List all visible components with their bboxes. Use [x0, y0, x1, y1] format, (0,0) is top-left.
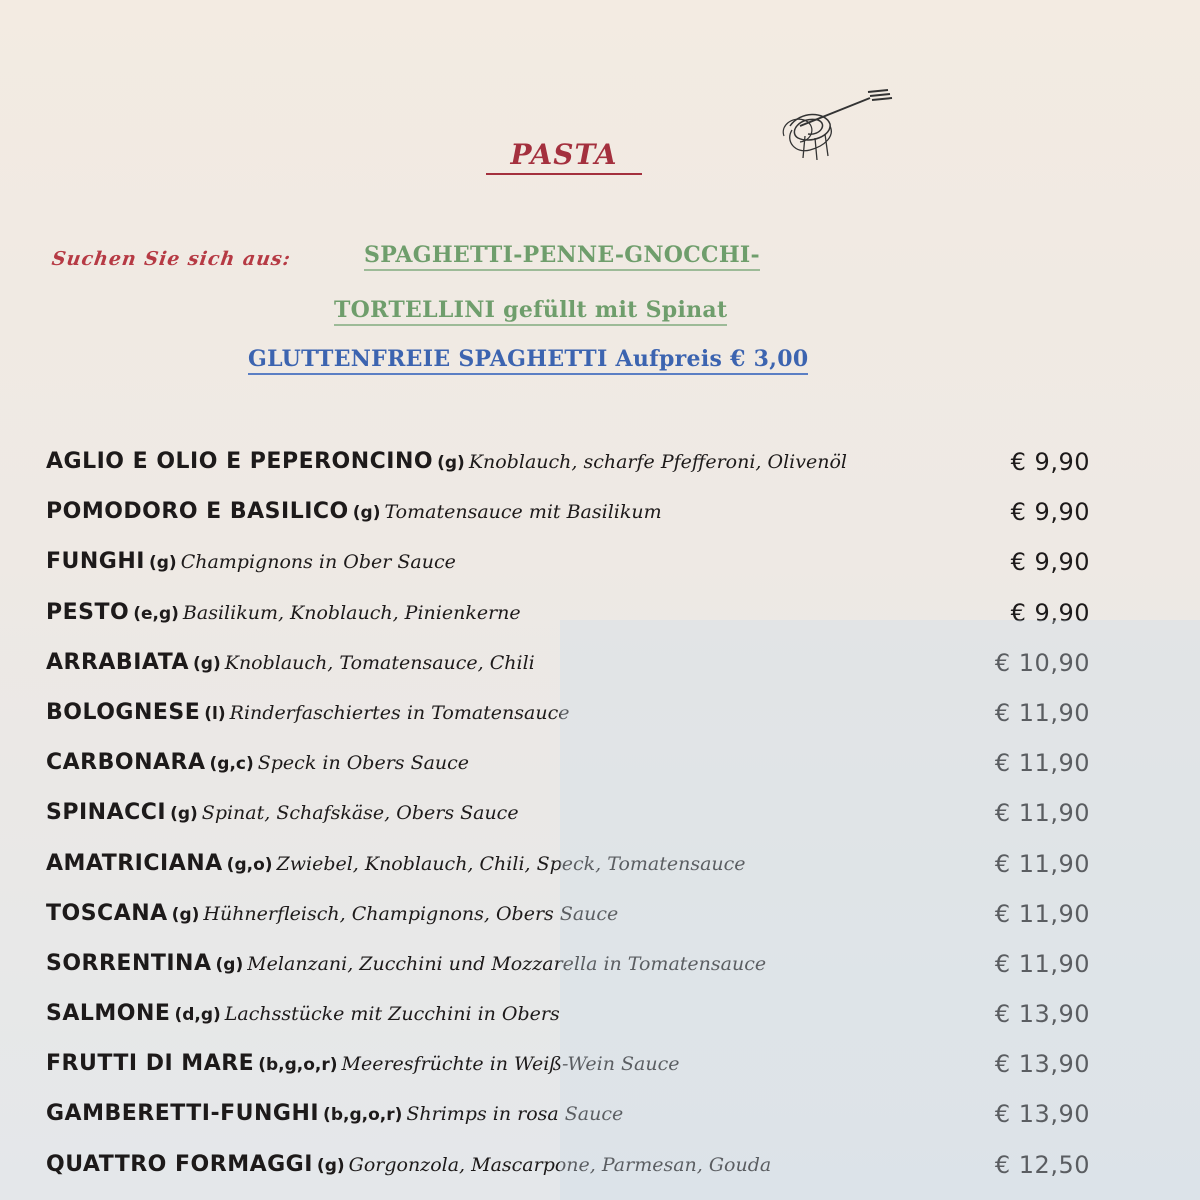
item-name: CARBONARA	[46, 750, 206, 776]
item-allergen-code: (g)	[193, 653, 221, 674]
item-price: € 13,90	[994, 1000, 1090, 1029]
menu-item	[46, 997, 1096, 1047]
fork-with-spaghetti-icon	[770, 86, 895, 166]
item-allergen-code: (g,c)	[209, 754, 254, 775]
item-description: Hühnerfleisch, Champignons, Obers Sauce	[203, 902, 619, 925]
menu-item	[46, 445, 1096, 495]
item-price: € 11,90	[994, 799, 1090, 828]
page-title: PASTA	[486, 138, 642, 175]
item-name: AGLIO E OLIO E PEPERONCINO	[46, 449, 434, 474]
item-price: € 12,50	[994, 1150, 1090, 1179]
item-description: Lachsstücke mit Zucchini in Obers	[224, 1003, 560, 1026]
item-price: € 11,90	[994, 899, 1090, 928]
menu-item	[46, 1097, 1096, 1147]
item-description: Spinat, Schafskäse, Obers Sauce	[201, 802, 519, 825]
menu-item	[46, 897, 1096, 947]
item-name: GAMBERETTI-FUNGHI	[46, 1101, 320, 1127]
item-description: Gorgonzola, Mascarpone, Parmesan, Gouda	[348, 1153, 772, 1176]
item-description: Knoblauch, Tomatensauce, Chili	[224, 651, 535, 674]
item-description: Knoblauch, scharfe Pfefferoni, Olivenöl	[468, 451, 847, 473]
menu-item	[46, 495, 1096, 545]
item-price: € 9,90	[1010, 548, 1090, 577]
item-name: AMATRICIANA	[46, 850, 223, 876]
item-name: TOSCANA	[46, 900, 168, 926]
gluten-free-note: GLUTTENFREIE SPAGHETTI Aufpreis € 3,00	[248, 346, 808, 375]
item-allergen-code: (b,g,o,r)	[323, 1105, 403, 1126]
item-allergen-code: (g)	[352, 503, 381, 524]
item-name: ARRABIATA	[46, 649, 190, 675]
item-allergen-code: (g)	[170, 804, 198, 825]
item-description: Basilikum, Knoblauch, Pinienkerne	[182, 601, 521, 624]
item-allergen-code: (e,g)	[133, 603, 179, 624]
menu-item	[46, 1047, 1096, 1097]
menu-item	[46, 1148, 1096, 1198]
item-name: FUNGHI	[46, 549, 145, 575]
item-description: Meeresfrüchte in Weiß-Wein Sauce	[341, 1053, 680, 1076]
item-name: SORRENTINA	[46, 950, 212, 976]
item-price: € 13,90	[994, 1050, 1090, 1079]
item-allergen-code: (g)	[437, 453, 465, 473]
choose-label: Suchen Sie sich aus:	[50, 248, 293, 270]
item-price: € 9,90	[1010, 498, 1090, 527]
item-allergen-code: (d,g)	[174, 1005, 221, 1026]
menu-item	[46, 696, 1096, 746]
menu-item	[46, 947, 1096, 997]
item-name: QUATTRO FORMAGGI	[46, 1151, 313, 1177]
menu-item	[46, 545, 1096, 595]
item-description: Melanzani, Zucchini und Mozzarella in Tomatensauce	[247, 952, 767, 975]
item-allergen-code: (b,g,o,r)	[258, 1055, 338, 1076]
item-description: Zwiebel, Knoblauch, Chili, Speck, Tomatensauce	[276, 852, 746, 875]
item-name: POMODORO E BASILICO	[46, 499, 349, 525]
item-description: Speck in Obers Sauce	[257, 752, 470, 775]
item-description: Champignons in Ober Sauce	[180, 551, 456, 574]
item-price: € 9,90	[1010, 598, 1090, 627]
item-price: € 11,90	[994, 849, 1090, 878]
item-price: € 10,90	[994, 648, 1090, 677]
item-name: PESTO	[46, 599, 130, 625]
item-name: BOLOGNESE	[46, 699, 201, 725]
pasta-options-line-2: TORTELLINI gefüllt mit Spinat	[334, 297, 727, 326]
item-price: € 11,90	[994, 698, 1090, 727]
item-allergen-code: (g,o)	[226, 854, 273, 875]
item-name: SPINACCI	[46, 800, 167, 826]
item-name: FRUTTI DI MARE	[46, 1051, 255, 1077]
menu-list	[46, 445, 1096, 1198]
item-allergen-code: (g)	[215, 954, 244, 975]
item-name: SALMONE	[46, 1001, 171, 1027]
item-allergen-code: (g)	[148, 553, 177, 574]
menu-item	[46, 746, 1096, 796]
item-description: Tomatensauce mit Basilikum	[384, 501, 662, 524]
item-allergen-code: (g)	[316, 1155, 345, 1176]
item-price: € 11,90	[994, 949, 1090, 978]
item-price: € 13,90	[994, 1100, 1090, 1129]
item-allergen-code: (l)	[204, 703, 226, 724]
menu-item	[46, 596, 1096, 646]
item-price: € 9,90	[1010, 448, 1090, 476]
menu-item	[46, 646, 1096, 696]
menu-item	[46, 847, 1096, 897]
pasta-options-line-1: SPAGHETTI-PENNE-GNOCCHI-	[364, 242, 760, 271]
item-allergen-code: (g)	[171, 904, 200, 925]
item-price: € 11,90	[994, 749, 1090, 778]
menu-item	[46, 796, 1096, 846]
item-description: Shrimps in rosa Sauce	[406, 1103, 624, 1126]
item-description: Rinderfaschiertes in Tomatensauce	[229, 701, 570, 724]
